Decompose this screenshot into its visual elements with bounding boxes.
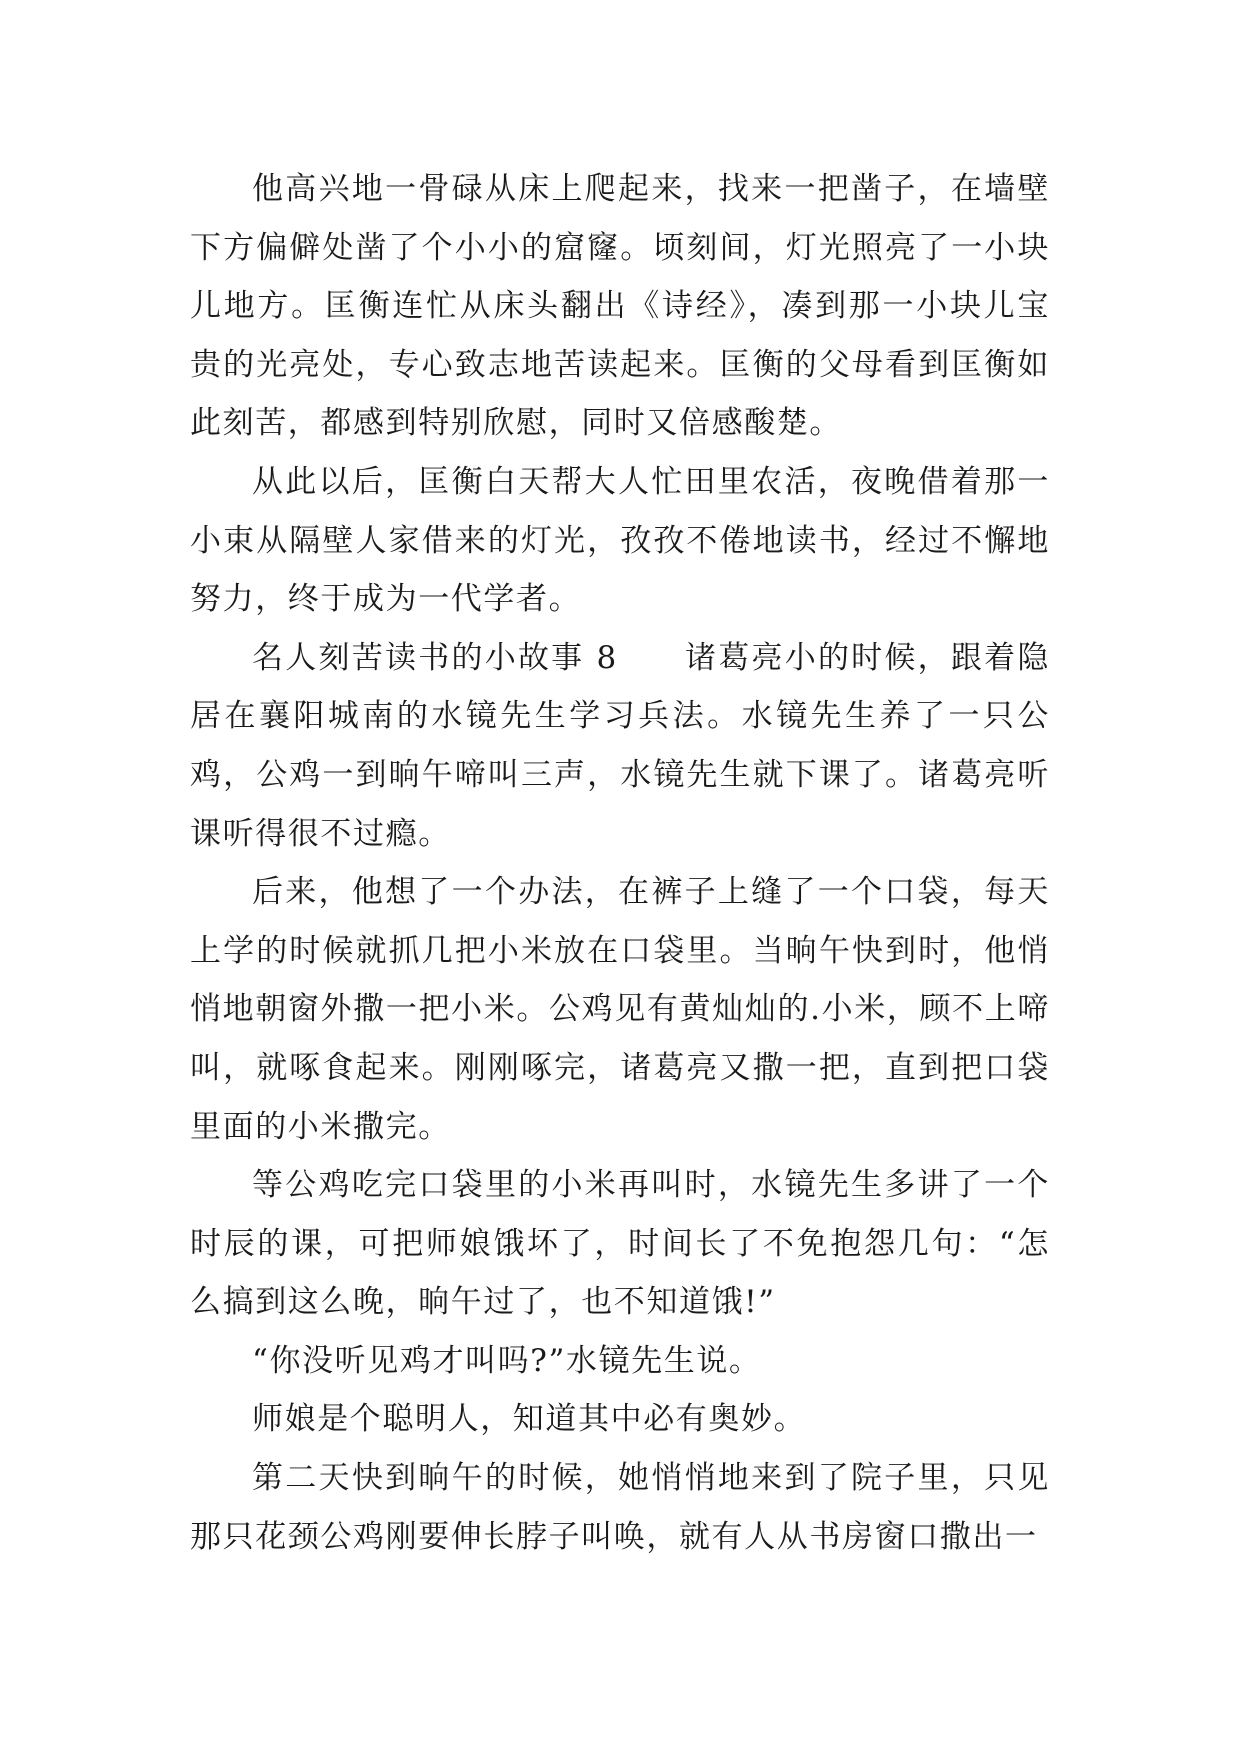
paragraph-5: 等公鸡吃完口袋里的小米再叫时，水镜先生多讲了一个时辰的课，可把师娘饿坏了，时间长了不免抱怨几句：“怎么搞到这么晚，晌午过了，也不知道饿!” [190,1167,1050,1321]
paragraph-4: 后来，他想了一个办法，在裤子上缝了一个口袋，每天上学的时候就抓几把小米放在口袋里。当晌午快到时，他悄悄地朝窗外撒一把小米。公鸡见有黄灿灿的.小米，顾不上啼叫，就啄食起来。刚刚啄完，诸葛亮又撒一把，直到把口袋里面的小米撒完。 [190,874,1050,1145]
paragraph-1: 他高兴地一骨碌从床上爬起来，找来一把凿子，在墙壁下方偏僻处凿了个小小的窟窿。顷刻间，灯光照亮了一小块儿地方。匡衡连忙从床头翻出《诗经》，凑到那一小块儿宝贵的光亮处，专心致志地苦读起来。匡衡的父母看到匡衡如此刻苦，都感到特别欣慰，同时又倍感酸楚。 [190,171,1050,442]
paragraph-6: “你没听见鸡才叫吗?”水镜先生说。 [252,1342,762,1379]
document-body [190,160,1050,1566]
paragraph-7: 师娘是个聪明人，知道其中必有奥妙。 [252,1401,807,1438]
paragraph-3: 名人刻苦读书的小故事 8 诸葛亮小的时候，跟着隐居在襄阳城南的水镜先生学习兵法。水镜先生养了一只公鸡，公鸡一到晌午啼叫三声，水镜先生就下课了。诸葛亮听课听得很不过瘾。 [190,639,1050,852]
paragraph-8: 第二天快到晌午的时候，她悄悄地来到了院子里，只见那只花颈公鸡刚要伸长脖子叫唤，就有人从书房窗口撒出一 [190,1460,1050,1555]
paragraph-2: 从此以后，匡衡白天帮大人忙田里农活，夜晚借着那一小束从隔壁人家借来的灯光，孜孜不倦地读书，经过不懈地努力，终于成为一代学者。 [190,463,1050,618]
